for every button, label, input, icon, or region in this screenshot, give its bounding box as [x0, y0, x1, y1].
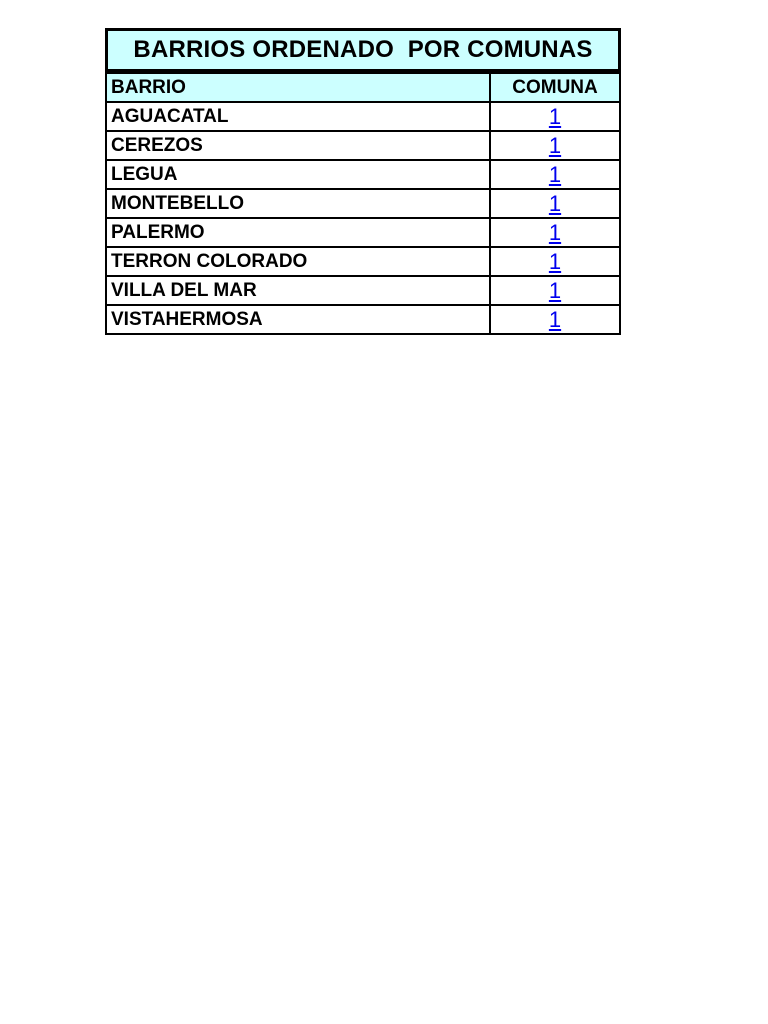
header-barrio: BARRIO	[106, 73, 490, 102]
comuna-link[interactable]: 1	[548, 248, 562, 274]
comuna-cell	[490, 247, 620, 276]
barrio-cell: PALERMO	[106, 218, 490, 247]
comuna-link[interactable]: 1	[548, 132, 562, 158]
barrio-cell: LEGUA	[106, 160, 490, 189]
comuna-cell	[490, 102, 620, 131]
header-comuna: COMUNA	[490, 73, 620, 102]
comuna-link[interactable]: 1	[548, 306, 562, 332]
table-row	[106, 160, 620, 189]
table-header-row	[106, 73, 620, 102]
comuna-cell	[490, 160, 620, 189]
table-row	[106, 102, 620, 131]
spreadsheet-page	[105, 28, 621, 335]
table-row	[106, 189, 620, 218]
title-box	[105, 28, 621, 72]
page-title: BARRIOS ORDENADO POR COMUNAS	[133, 36, 593, 63]
barrios-table	[105, 72, 621, 335]
table-row	[106, 218, 620, 247]
barrio-cell: TERRON COLORADO	[106, 247, 490, 276]
comuna-link[interactable]: 1	[548, 161, 562, 187]
comuna-link[interactable]: 1	[548, 103, 562, 129]
comuna-link[interactable]: 1	[548, 190, 562, 216]
barrio-cell: VILLA DEL MAR	[106, 276, 490, 305]
barrio-cell: AGUACATAL	[106, 102, 490, 131]
barrio-cell: CEREZOS	[106, 131, 490, 160]
comuna-cell	[490, 131, 620, 160]
comuna-cell	[490, 305, 620, 334]
barrio-cell: VISTAHERMOSA	[106, 305, 490, 334]
comuna-cell	[490, 218, 620, 247]
table-row	[106, 305, 620, 334]
table-row	[106, 276, 620, 305]
comuna-link[interactable]: 1	[548, 219, 562, 245]
table-row	[106, 247, 620, 276]
table-row	[106, 131, 620, 160]
comuna-link[interactable]: 1	[548, 277, 562, 303]
comuna-cell	[490, 189, 620, 218]
barrio-cell: MONTEBELLO	[106, 189, 490, 218]
comuna-cell	[490, 276, 620, 305]
